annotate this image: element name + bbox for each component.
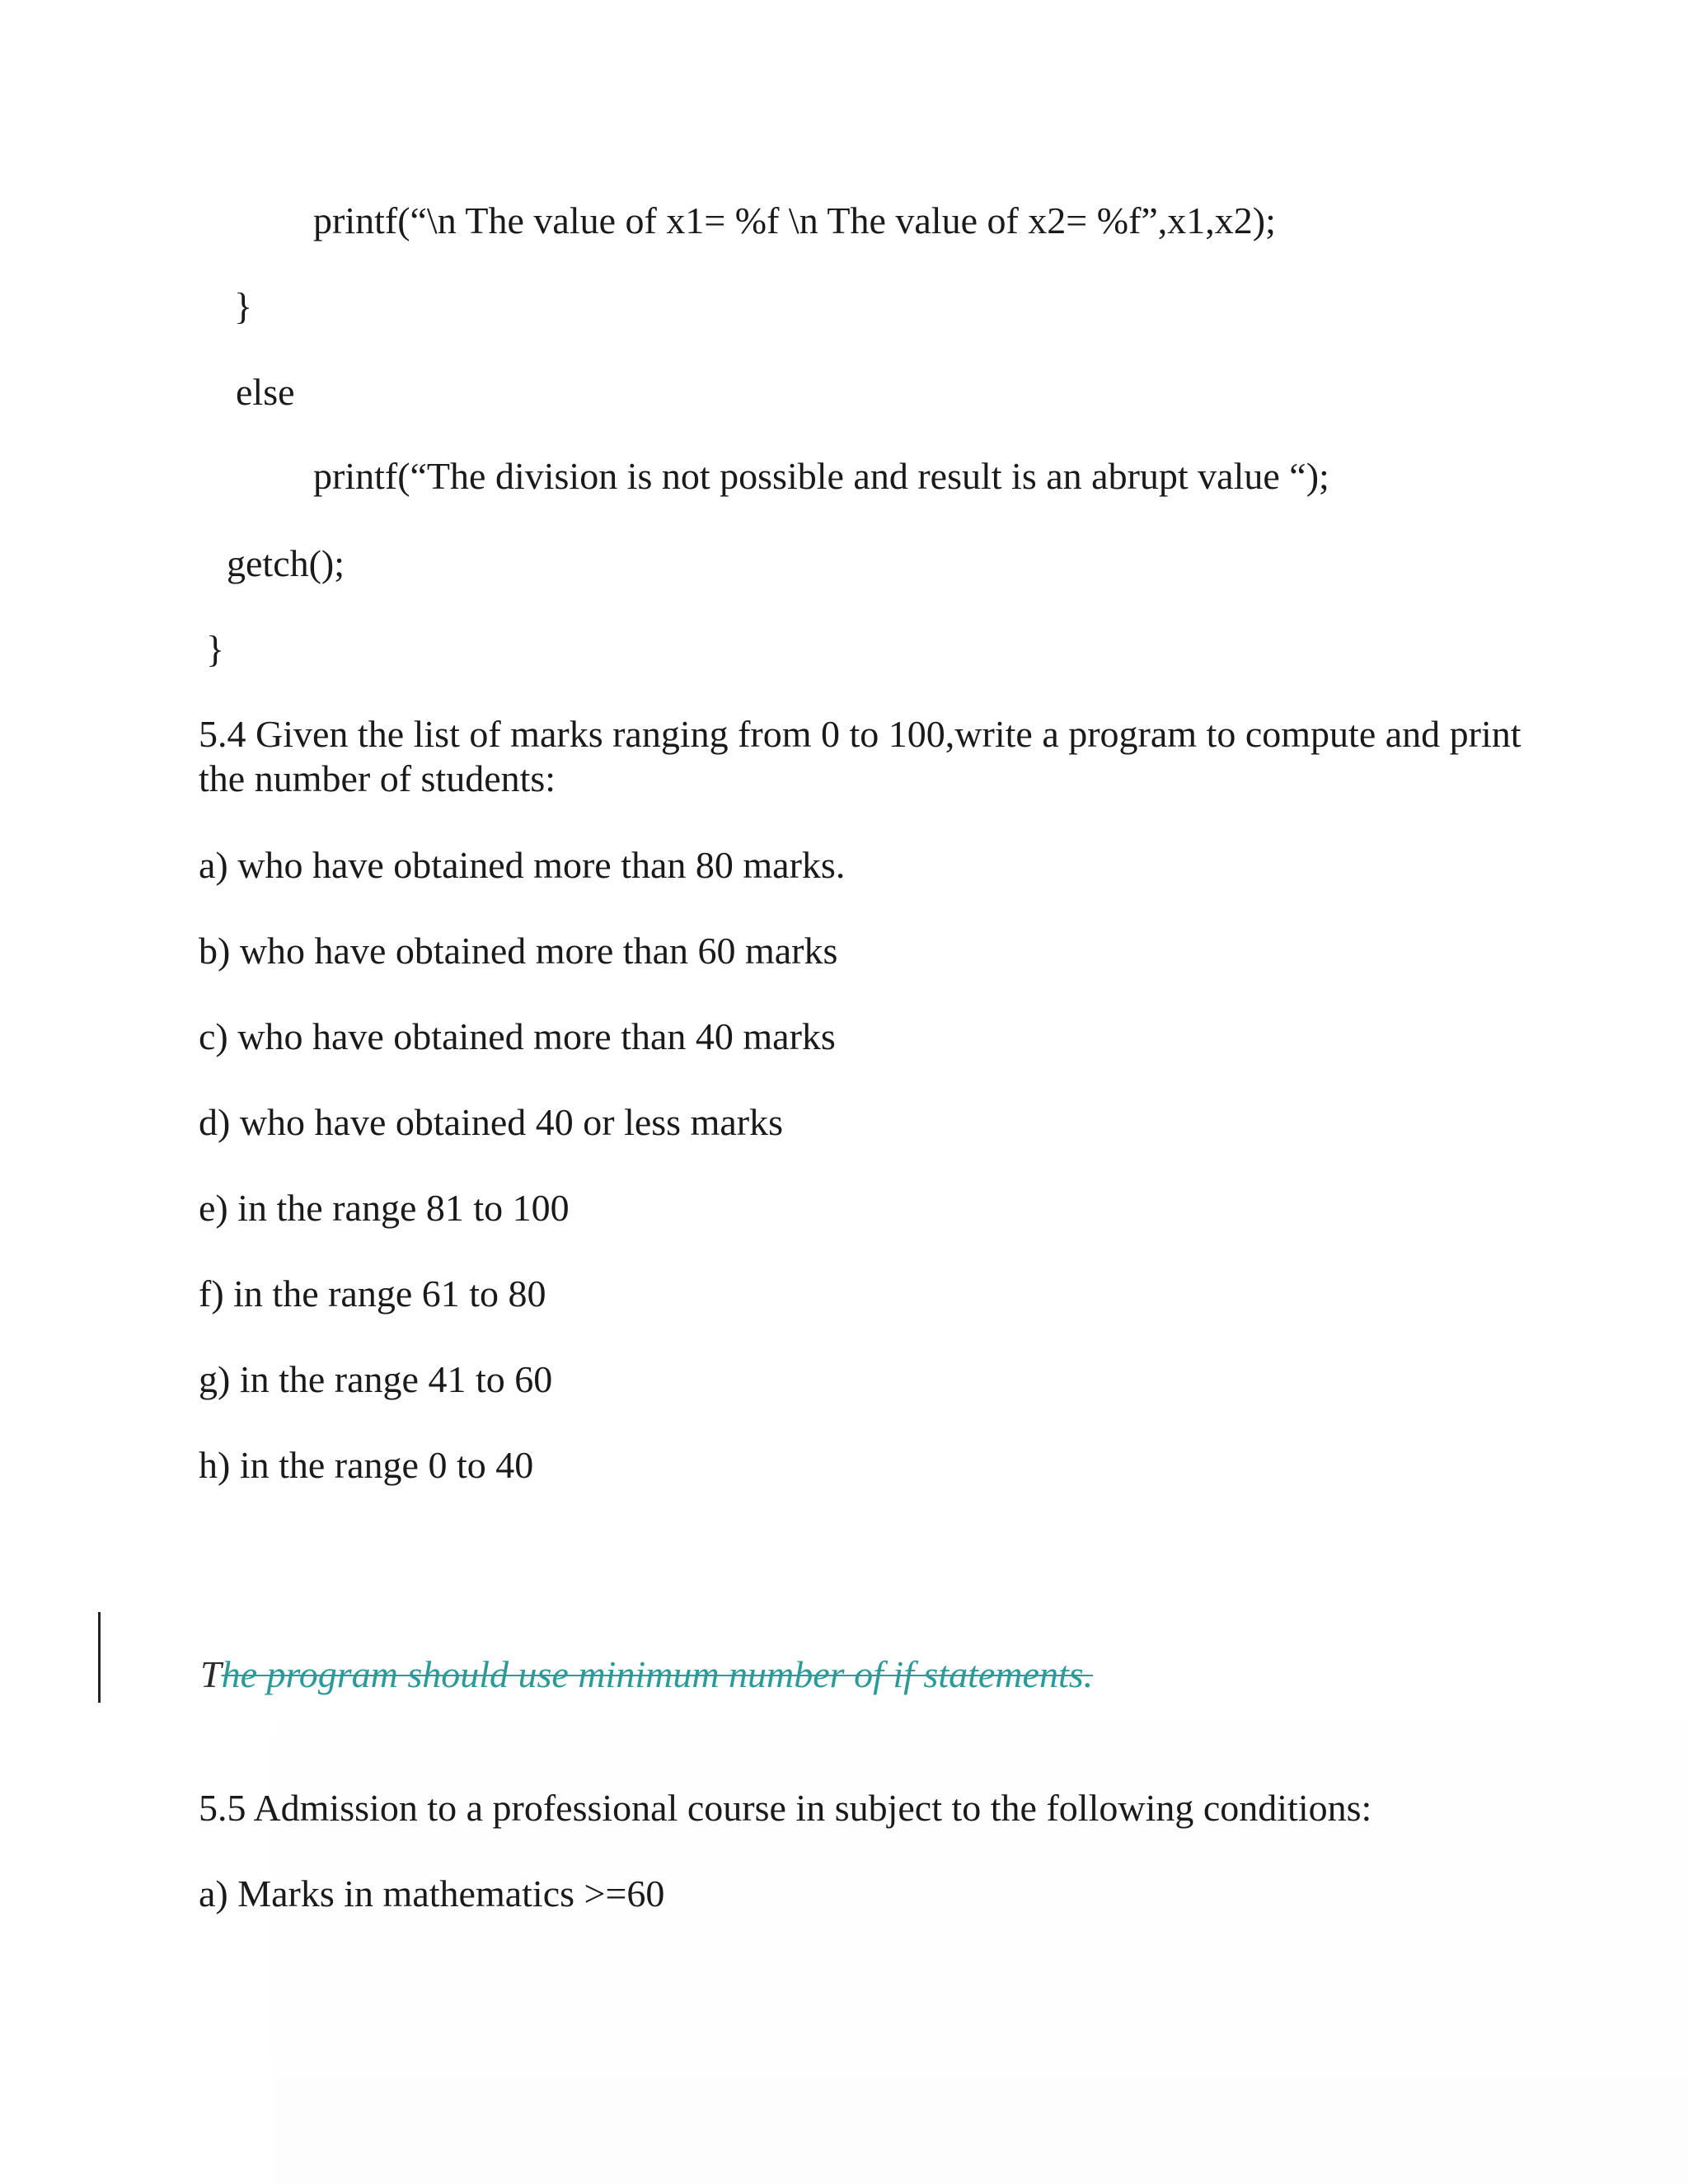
code-printf-division: printf(“The division is not possible and result is an abrupt value “); <box>313 455 1329 497</box>
question-5-5-heading: 5.5 Admission to a professional course in subject to the following conditions: <box>199 1787 1372 1829</box>
change-bar <box>98 1612 101 1703</box>
list-item: a) who have obtained more than 80 marks. <box>199 844 846 886</box>
question-5-4-heading: 5.4 Given the list of marks ranging from 0 to 100,write a program to compute and print the number of students: <box>199 713 1522 799</box>
list-item: h) in the range 0 to 40 <box>199 1444 534 1486</box>
list-item: d) who have obtained 40 or less marks <box>199 1101 784 1143</box>
tracked-deletion-sentence <box>200 1653 1093 1696</box>
list-item: b) who have obtained more than 60 marks <box>199 930 838 972</box>
list-item: c) who have obtained more than 40 marks <box>199 1015 836 1057</box>
list-item: f) in the range 61 to 80 <box>199 1272 546 1315</box>
code-printf-values: printf(“\n The value of x1= %f \n The value of x2= %f”,x1,x2); <box>313 199 1276 241</box>
tracked-deleted-text: he program should use minimum number of if statements. <box>221 1653 1094 1695</box>
code-else-keyword: else <box>236 371 295 413</box>
tracked-kept-text: T <box>200 1653 222 1695</box>
code-close-brace-inner: } <box>234 285 253 327</box>
list-item: g) in the range 41 to 60 <box>199 1358 553 1400</box>
list-item: a) Marks in mathematics >=60 <box>199 1872 665 1915</box>
code-close-brace-outer: } <box>206 628 225 670</box>
code-getch: getch(); <box>227 542 345 584</box>
list-item: e) in the range 81 to 100 <box>199 1187 570 1229</box>
